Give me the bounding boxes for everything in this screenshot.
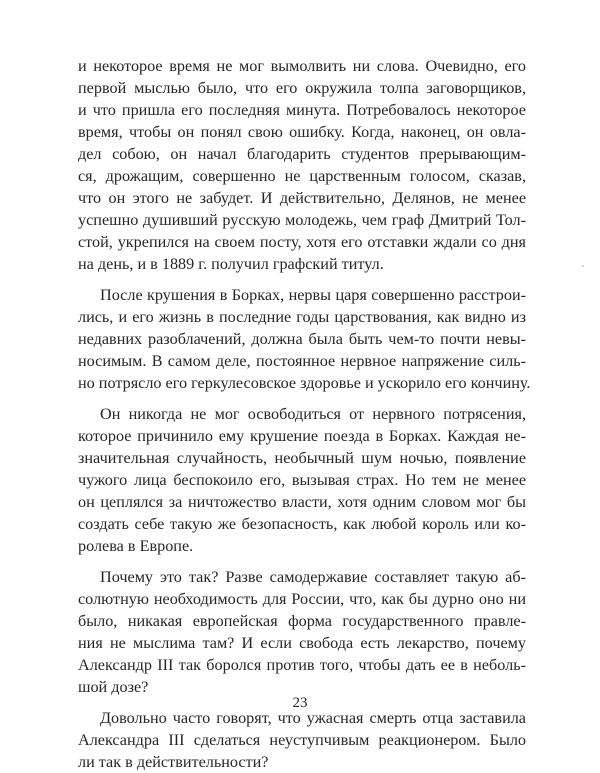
text-line: успешно душивший русскую молодежь, чем граф Дмитрий Тол-	[78, 211, 526, 229]
text-line: Довольно часто говорят, что ужасная смерть отца заставила	[100, 709, 526, 727]
text-line: носимым. В самом деле, постоянное нервное напряжение силь-	[78, 352, 526, 370]
text-line: создать себе такую же безопасность, как любой король или ко-	[78, 515, 526, 533]
text-line: но потрясло его геркулесовское здоровье и ускорило его кончину.	[78, 374, 531, 392]
text-line: После крушения в Борках, нервы царя совершенно расстрои-	[100, 286, 526, 304]
body-text	[78, 55, 531, 773]
text-line: Почему это так? Разве самодержавие составляет такую аб-	[100, 568, 526, 586]
text-line: которое причинило ему крушение поезда в Борках. Каждая не-	[78, 427, 526, 445]
text-line: ли так в действительности?	[78, 753, 269, 771]
text-line: солютную необходимость для России, что, как бы дурно оно ни	[78, 590, 526, 608]
text-line: Он никогда не мог освободиться от нервного потрясения,	[100, 405, 526, 423]
paragraph	[78, 403, 526, 557]
text-line: ся, дрожащим, совершенно не царственным голосом, сказав,	[78, 167, 526, 185]
text-line: и что пришла его последняя минута. Потребовалось некоторое	[78, 101, 526, 119]
text-line: шой дозе?	[78, 678, 149, 696]
page-number: 23	[292, 695, 308, 711]
paragraph	[78, 55, 526, 275]
text-line: лись, и его жизнь в последние годы царствования, как видно из	[78, 308, 526, 326]
text-line: ния не мыслима там? И если свобода есть лекарство, почему	[78, 634, 526, 652]
text-line: на день, и в 1889 г. получил графский титул.	[78, 255, 384, 273]
text-line: время, чтобы он понял свою ошибку. Когда, наконец, он овла-	[78, 123, 526, 141]
paragraph-spacing	[78, 394, 526, 403]
text-line: что он этого не забудет. И действительно, Делянов, не менее	[78, 189, 526, 207]
text-line: первой мыслью было, что его окружила толпа заговорщиков,	[78, 79, 526, 97]
text-line: он цеплялся за ничтожество власти, хотя одним словом мог бы	[78, 493, 526, 511]
text-line: дел собою, он начал благодарить студентов прерывающим-	[78, 145, 526, 163]
paragraph	[78, 707, 526, 773]
scan-speck	[582, 265, 584, 267]
text-line: Александр III так боролся против того, чтобы дать ее в неболь-	[78, 656, 526, 674]
text-line: чужого лица беспокоило его, вызывая страх. Но тем не менее	[78, 471, 526, 489]
paragraph-spacing	[78, 557, 526, 566]
paragraph	[78, 284, 531, 394]
paragraph	[78, 566, 526, 698]
text-line: стой, укрепился на своем посту, хотя его отставки ждали со дня	[78, 233, 526, 251]
text-line: было, никакая европейская форма государственного правле-	[78, 612, 526, 630]
paragraph-spacing	[78, 275, 526, 284]
text-line: значительная случайность, необычный шум ночью, появление	[78, 449, 526, 467]
text-line: и некоторое время не мог вымолвить ни слова. Очевидно, его	[78, 57, 526, 75]
text-line: ролева в Европе.	[78, 537, 194, 555]
text-line: Александра III сделаться неуступчивым реакционером. Было	[78, 731, 526, 749]
text-line: недавних разоблачений, должна была быть чем-то почти невы-	[78, 330, 526, 348]
